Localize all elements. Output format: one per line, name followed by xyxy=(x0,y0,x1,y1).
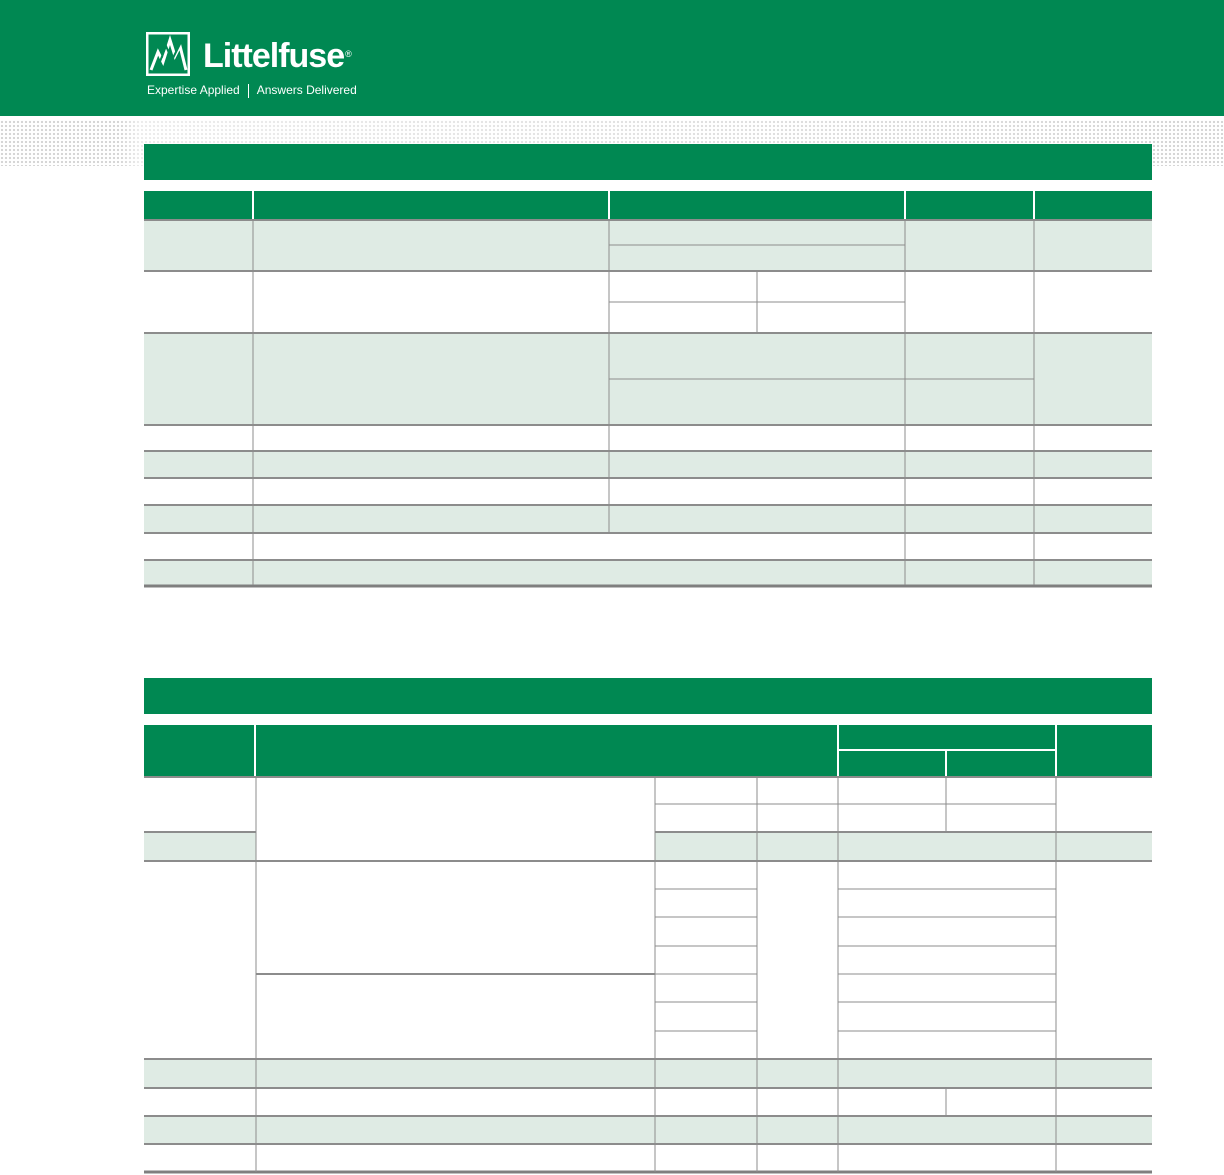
tagline-expertise: Expertise Applied xyxy=(147,83,240,97)
table2-row-rules xyxy=(144,777,1152,1144)
table2-row-6 xyxy=(144,1117,1152,1144)
tagline-answers: Answers Delivered xyxy=(256,83,357,97)
table2-tinted-rows xyxy=(144,833,1152,1144)
table2-row-2 xyxy=(144,833,256,860)
table2-row-2b xyxy=(655,833,1152,860)
brand-wordmark: Littelfuse® xyxy=(203,37,351,75)
table2-row-4 xyxy=(144,1060,1152,1088)
